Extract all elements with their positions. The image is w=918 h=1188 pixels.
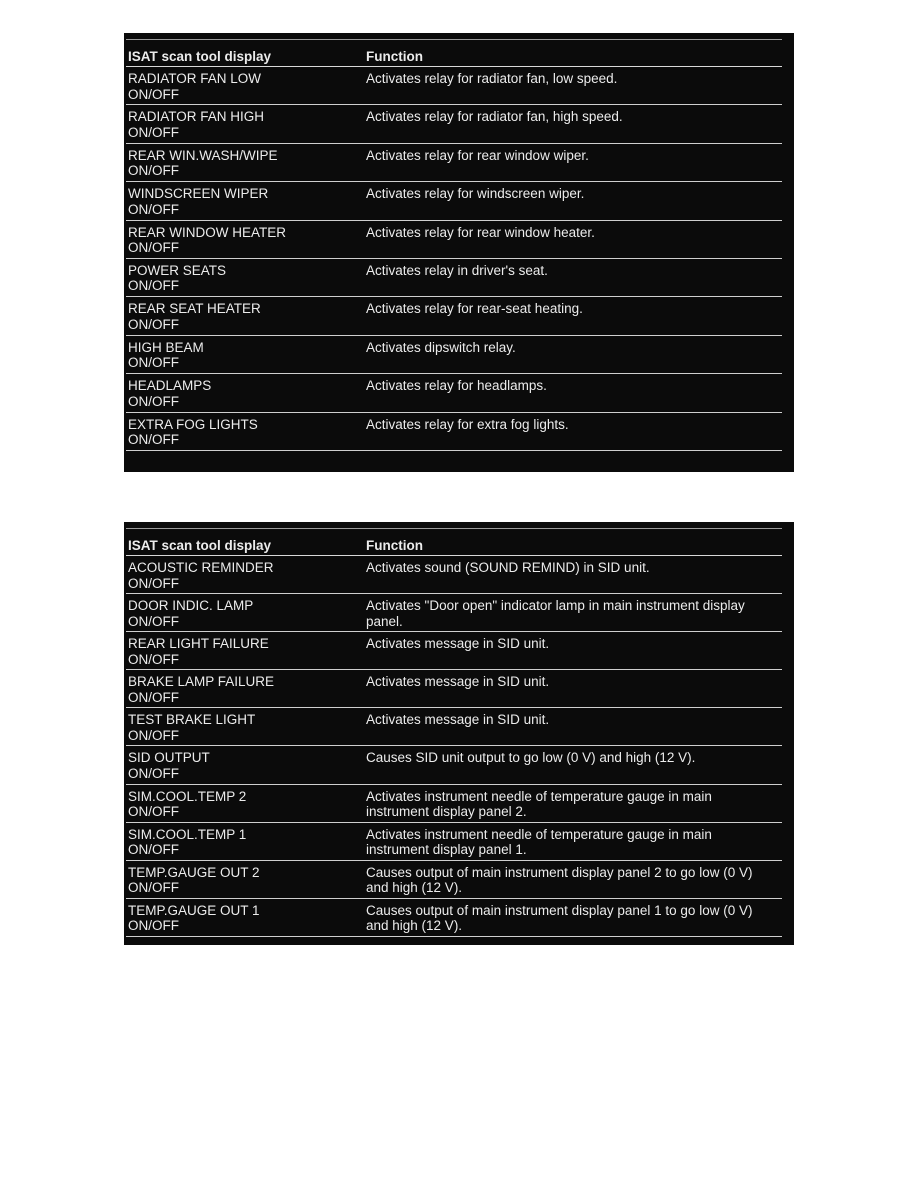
display-state: ON/OFF — [128, 316, 179, 332]
display-cell — [126, 182, 366, 219]
function-cell — [366, 144, 782, 181]
display-label: ACOUSTIC REMINDER — [128, 560, 274, 575]
function-text: Activates relay for extra fog lights. — [366, 416, 569, 432]
table-body — [124, 556, 782, 937]
table-row — [126, 708, 782, 746]
function-text: Activates relay for radiator fan, low speed. — [366, 71, 618, 86]
display-state: ON/OFF — [128, 575, 179, 591]
function-text: Activates relay for rear-seat heating. — [366, 301, 583, 317]
display-label: HEADLAMPS — [128, 378, 212, 394]
display-cell — [126, 785, 366, 822]
table-row — [126, 632, 782, 670]
display-cell — [126, 594, 366, 631]
table-row — [126, 67, 782, 105]
scan-tool-table-2 — [124, 529, 782, 937]
function-cell — [366, 594, 782, 631]
function-text: Activates relay for rear window wiper. — [366, 147, 589, 163]
function-cell — [366, 105, 782, 142]
function-text: Causes SID unit output to go low (0 V) and high (12 V). — [366, 750, 696, 766]
function-text: Activates message in SID unit. — [366, 636, 550, 652]
display-state: ON/OFF — [128, 393, 179, 409]
display-label: TEMP.GAUGE OUT 1 — [128, 902, 260, 918]
function-cell — [366, 899, 782, 936]
display-label: REAR LIGHT FAILURE — [128, 636, 269, 652]
display-state: ON/OFF — [128, 432, 179, 448]
function-cell — [366, 336, 782, 373]
scan-tool-table-panel-1 — [124, 33, 794, 472]
display-cell — [126, 374, 366, 411]
display-cell — [126, 556, 366, 593]
display-label: REAR WIN.WASH/WIPE — [128, 147, 278, 163]
display-state: ON/OFF — [128, 918, 179, 934]
table-row — [126, 374, 782, 412]
display-label: RADIATOR FAN LOW — [128, 71, 262, 86]
function-cell — [366, 297, 782, 334]
display-state: ON/OFF — [128, 278, 179, 294]
table-row — [126, 144, 782, 182]
function-cell — [366, 861, 782, 898]
function-text: Activates dipswitch relay. — [366, 339, 516, 355]
function-text: Activates instrument needle of temperature gauge in main instrument display panel 2. — [366, 788, 712, 820]
display-label: SID OUTPUT — [128, 750, 210, 766]
function-text: Activates message in SID unit. — [366, 712, 550, 728]
function-cell — [366, 708, 782, 745]
table-row — [126, 105, 782, 143]
display-state: ON/OFF — [128, 355, 179, 371]
table-row — [126, 182, 782, 220]
display-cell — [126, 632, 366, 669]
display-cell — [126, 823, 366, 860]
table-row — [126, 899, 782, 937]
function-text: Activates "Door open" indicator lamp in main instrument display panel. — [366, 598, 745, 629]
function-cell — [366, 785, 782, 822]
display-state: ON/OFF — [128, 613, 179, 629]
display-label: TEMP.GAUGE OUT 2 — [128, 864, 260, 880]
display-label: RADIATOR FAN HIGH — [128, 109, 265, 125]
function-text: Activates relay in driver's seat. — [366, 262, 548, 278]
function-text: Activates relay for headlamps. — [366, 378, 547, 394]
scan-tool-table-panel-2 — [124, 522, 794, 945]
table-header-row — [126, 40, 782, 67]
display-cell — [126, 67, 366, 104]
display-state: ON/OFF — [128, 689, 179, 705]
display-label: REAR SEAT HEATER — [128, 301, 261, 317]
display-cell — [126, 259, 366, 296]
header-display: ISAT scan tool display — [128, 49, 272, 64]
function-cell — [366, 259, 782, 296]
display-label: BRAKE LAMP FAILURE — [128, 674, 275, 690]
function-text: Causes output of main instrument display panel 1 to go low (0 V) and high (12 V). — [366, 902, 753, 934]
table-row — [126, 336, 782, 374]
function-text: Activates instrument needle of temperature gauge in main instrument display panel 1. — [366, 826, 712, 858]
function-text: Causes output of main instrument display panel 2 to go low (0 V) and high (12 V). — [366, 864, 753, 896]
table-row — [126, 413, 782, 451]
function-cell — [366, 67, 782, 104]
table-body — [124, 67, 782, 451]
function-text: Activates relay for radiator fan, high speed. — [366, 109, 623, 125]
display-label: POWER SEATS — [128, 262, 227, 278]
display-cell — [126, 670, 366, 707]
display-state: ON/OFF — [128, 201, 179, 217]
display-state: ON/OFF — [128, 240, 179, 256]
display-cell — [126, 144, 366, 181]
table-row — [126, 297, 782, 335]
function-cell — [366, 413, 782, 450]
display-state: ON/OFF — [128, 765, 179, 781]
display-label: HIGH BEAM — [128, 339, 204, 355]
header-function: Function — [366, 49, 423, 64]
display-state: ON/OFF — [128, 880, 179, 896]
display-label: EXTRA FOG LIGHTS — [128, 416, 258, 432]
display-label: TEST BRAKE LIGHT — [128, 712, 256, 728]
display-state: ON/OFF — [128, 727, 179, 743]
display-cell — [126, 297, 366, 334]
function-text: Activates message in SID unit. — [366, 674, 550, 690]
table-row — [126, 861, 782, 899]
display-cell — [126, 861, 366, 898]
table-row — [126, 221, 782, 259]
display-cell — [126, 105, 366, 142]
display-label: SIM.COOL.TEMP 2 — [128, 788, 247, 804]
function-text: Activates relay for windscreen wiper. — [366, 186, 585, 202]
display-label: REAR WINDOW HEATER — [128, 224, 286, 240]
header-display: ISAT scan tool display — [128, 538, 272, 553]
table-row — [126, 259, 782, 297]
display-cell — [126, 336, 366, 373]
display-cell — [126, 899, 366, 936]
function-cell — [366, 374, 782, 411]
table-row — [126, 670, 782, 708]
scan-tool-table-1 — [124, 40, 782, 451]
display-cell — [126, 746, 366, 783]
display-state: ON/OFF — [128, 124, 179, 140]
display-state: ON/OFF — [128, 842, 179, 858]
table-row — [126, 823, 782, 861]
table-row — [126, 746, 782, 784]
table-row — [126, 594, 782, 632]
display-label: SIM.COOL.TEMP 1 — [128, 826, 247, 842]
function-text: Activates sound (SOUND REMIND) in SID unit. — [366, 560, 650, 575]
display-label: WINDSCREEN WIPER — [128, 186, 269, 202]
display-state: ON/OFF — [128, 804, 179, 820]
header-function: Function — [366, 538, 423, 553]
table-row — [126, 785, 782, 823]
table-row — [126, 556, 782, 594]
display-state: ON/OFF — [128, 651, 179, 667]
display-cell — [126, 413, 366, 450]
table-header-row — [126, 529, 782, 556]
display-cell — [126, 221, 366, 258]
function-cell — [366, 746, 782, 783]
display-cell — [126, 708, 366, 745]
function-cell — [366, 221, 782, 258]
function-text: Activates relay for rear window heater. — [366, 224, 595, 240]
display-state: ON/OFF — [128, 163, 179, 179]
display-label: DOOR INDIC. LAMP — [128, 598, 254, 614]
function-cell — [366, 182, 782, 219]
function-cell — [366, 556, 782, 593]
display-state: ON/OFF — [128, 86, 179, 102]
function-cell — [366, 670, 782, 707]
function-cell — [366, 823, 782, 860]
function-cell — [366, 632, 782, 669]
